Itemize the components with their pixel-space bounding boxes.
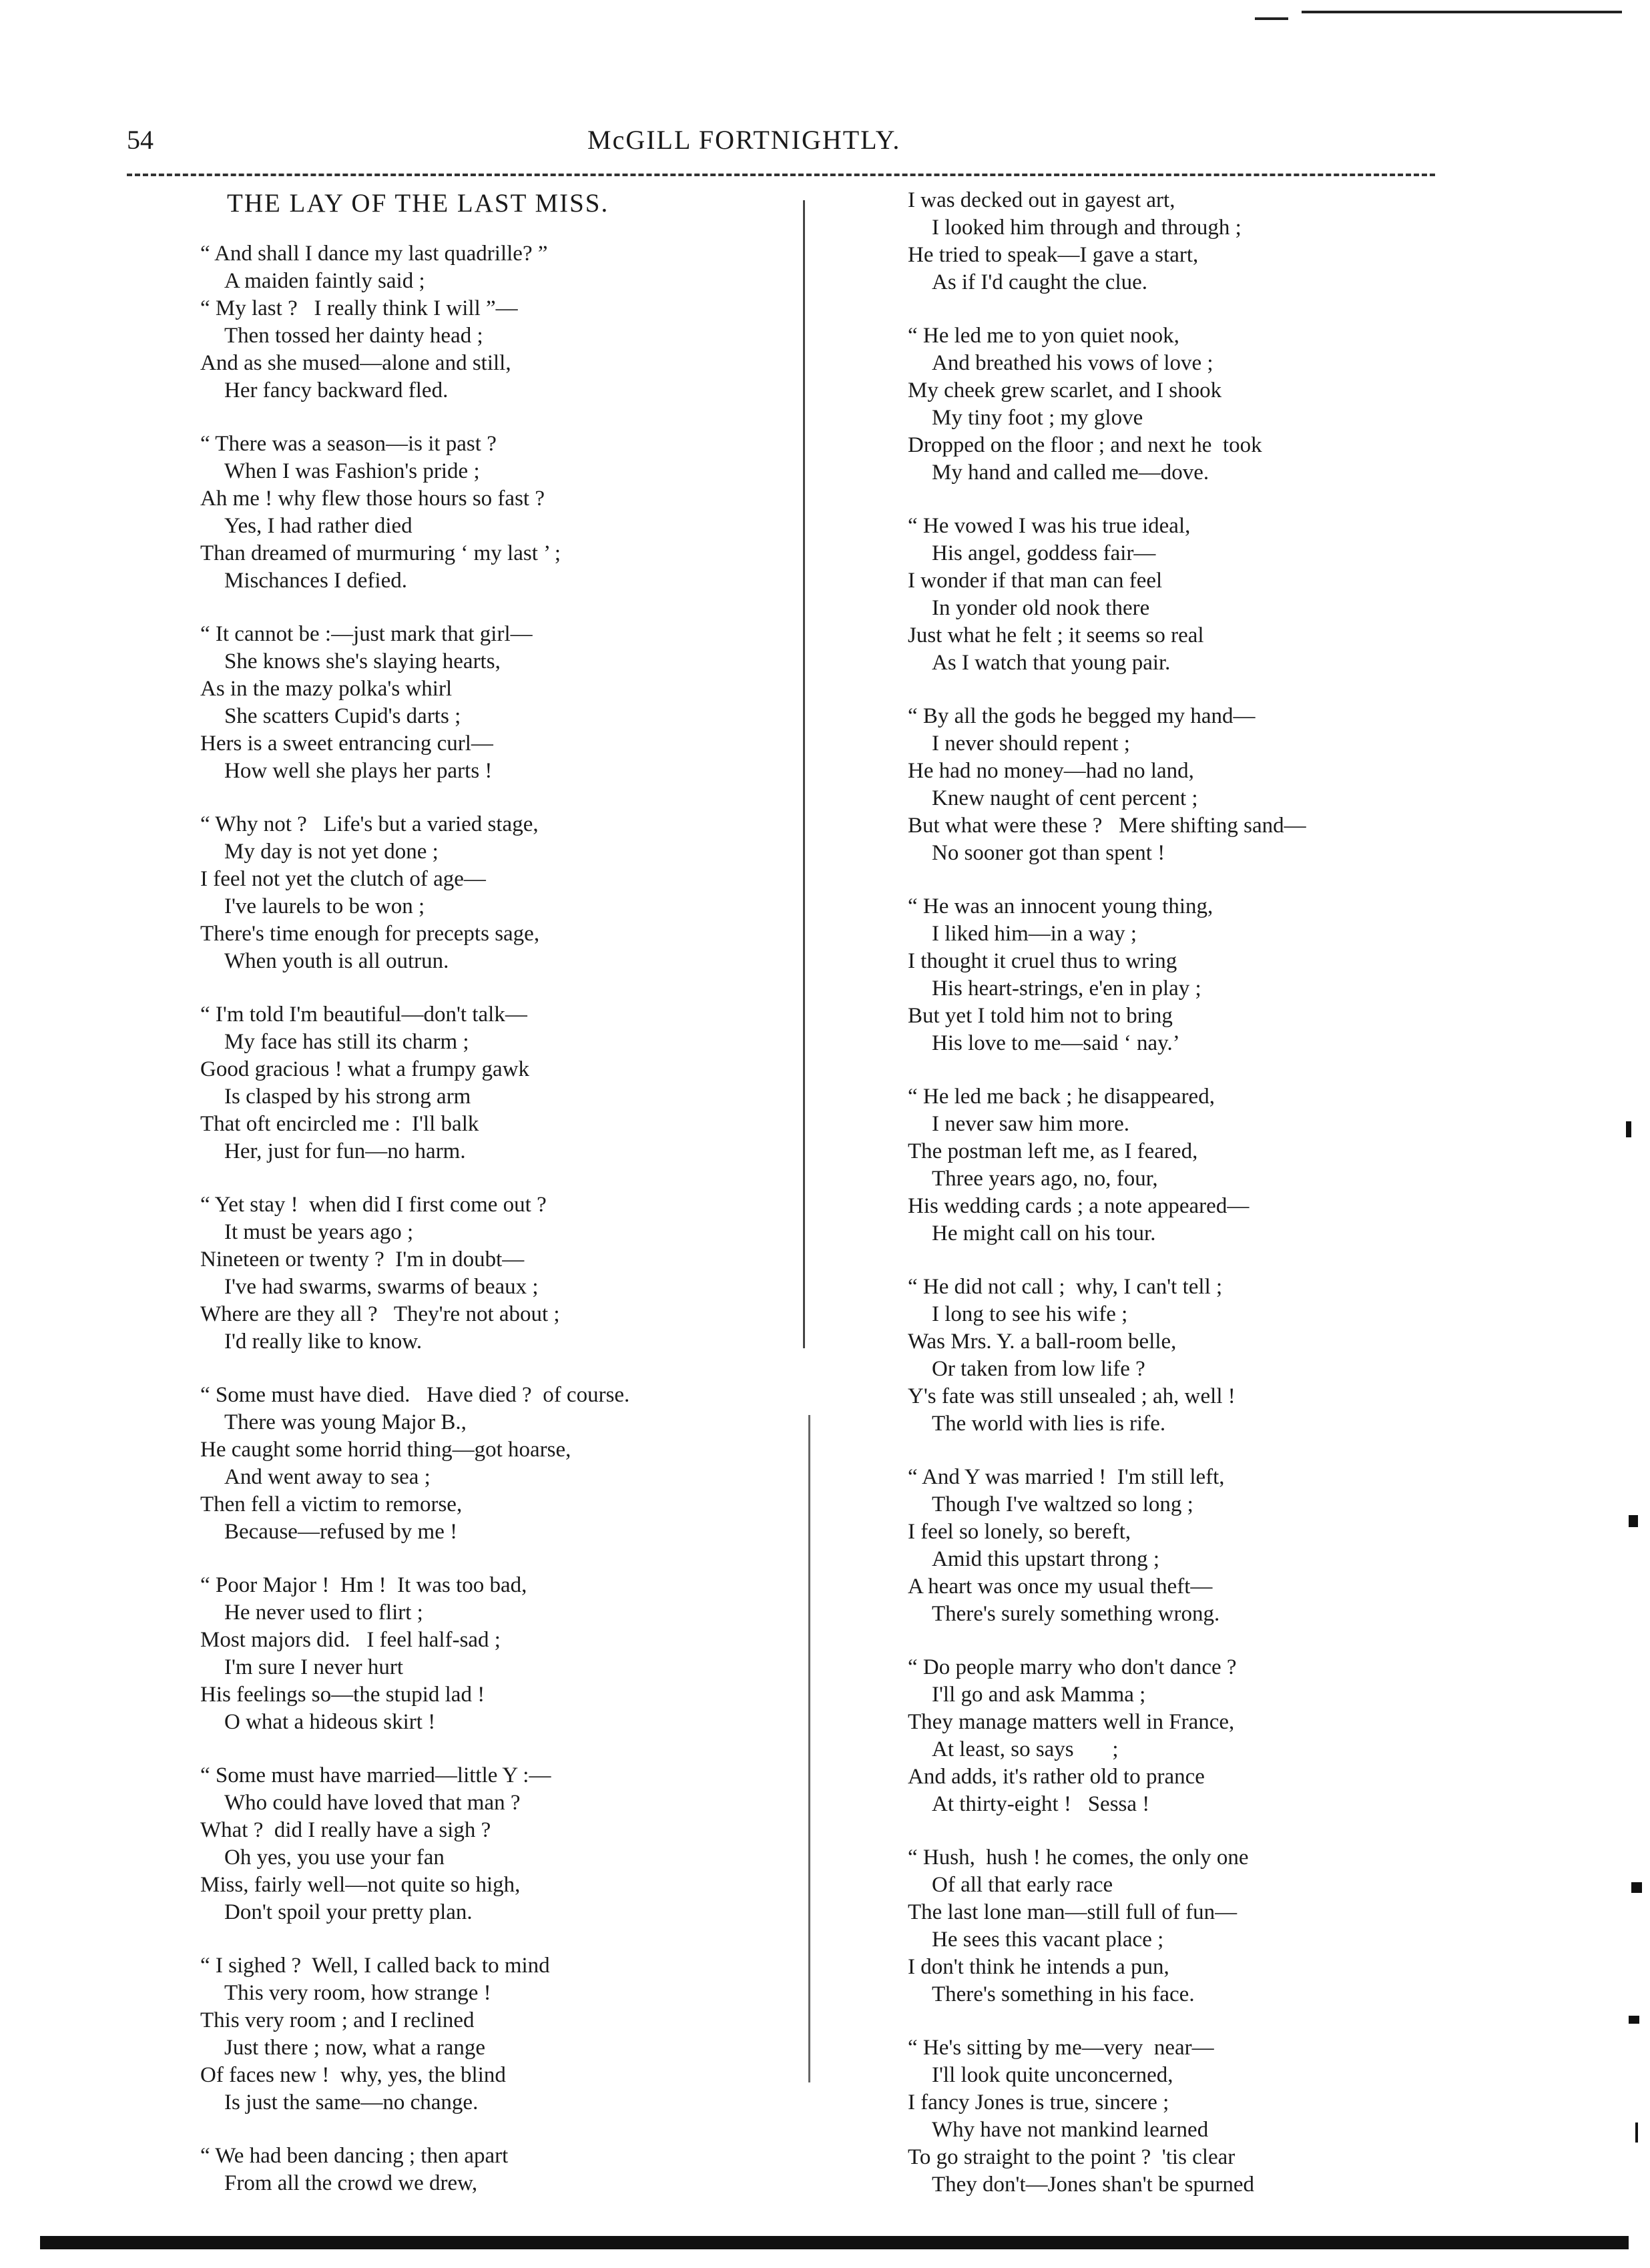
- poem-line: When I was Fashion's pride ;: [224, 459, 480, 483]
- page-number: 54: [127, 125, 154, 155]
- poem-line: I never should repent ;: [932, 732, 1130, 756]
- poem-line: He caught some horrid thing—got hoarse,: [200, 1438, 571, 1462]
- poem-line: “ We had been dancing ; then apart: [200, 2144, 509, 2168]
- poem-line: My face has still its charm ;: [224, 1030, 469, 1054]
- poem-line: But what were these ? Mere shifting sand—: [908, 814, 1306, 838]
- poem-line: That oft encircled me : I'll balk: [200, 1112, 479, 1136]
- poem-line: Knew naught of cent percent ;: [932, 786, 1198, 810]
- stanza: [908, 513, 1495, 677]
- poem-line: Just there ; now, what a range: [224, 2036, 485, 2060]
- poem-line: Oh yes, you use your fan: [224, 1846, 445, 1870]
- poem-line: My cheek grew scarlet, and I shook: [908, 378, 1222, 402]
- stanza: [908, 1464, 1495, 1628]
- poem-line: As in the mazy polka's whirl: [200, 677, 453, 701]
- poem-line: “ Poor Major ! Hm ! It was too bad,: [200, 1573, 527, 1597]
- poem-line: “ There was a season—is it past ?: [200, 432, 497, 456]
- poem-line: “ He led me to yon quiet nook,: [908, 324, 1179, 348]
- poem-line: I feel not yet the clutch of age—: [200, 867, 486, 891]
- poem-line: “ It cannot be :—just mark that girl—: [200, 622, 533, 646]
- poem-line: Three years ago, no, four,: [932, 1167, 1158, 1191]
- poem-line: I've laurels to be won ;: [224, 894, 425, 918]
- poem-line: When youth is all outrun.: [224, 949, 449, 973]
- margin-mark: [1635, 2122, 1638, 2143]
- poem-line: I'd really like to know.: [224, 1330, 423, 1354]
- poem-line: “ He did not call ; why, I can't tell ;: [908, 1275, 1223, 1299]
- poem-line: Y's fate was still unsealed ; ah, well !: [908, 1384, 1235, 1408]
- stanza: [200, 431, 788, 595]
- poem-line: Mischances I defied.: [224, 569, 407, 593]
- poem-line: I was decked out in gayest art,: [908, 188, 1175, 212]
- poem-line: Was Mrs. Y. a ball-room belle,: [908, 1330, 1177, 1354]
- poem-line: The postman left me, as I feared,: [908, 1139, 1198, 1163]
- stanza: [200, 1572, 788, 1736]
- poem-line: I wonder if that man can feel: [908, 569, 1163, 593]
- poem-line: Ah me ! why flew those hours so fast ?: [200, 487, 545, 511]
- poem-line: I liked him—in a way ;: [932, 922, 1137, 946]
- poem-line: There's time enough for precepts sage,: [200, 922, 540, 946]
- poem-line: His heart-strings, e'en in play ;: [932, 976, 1201, 1001]
- poem-line: “ Some must have married—little Y :—: [200, 1763, 551, 1787]
- poem-line: Because—refused by me !: [224, 1520, 458, 1544]
- poem-line: “ Yet stay ! when did I first come out ?: [200, 1193, 547, 1217]
- poem-line: “ I'm told I'm beautiful—don't talk—: [200, 1003, 527, 1027]
- stanza: [908, 703, 1495, 867]
- poem-line: He might call on his tour.: [932, 1221, 1156, 1245]
- poem-title: THE LAY OF THE LAST MISS.: [227, 189, 609, 218]
- poem-line: His wedding cards ; a note appeared—: [908, 1194, 1250, 1218]
- poem-line: I'm sure I never hurt: [224, 1655, 404, 1679]
- poem-line: Or taken from low life ?: [932, 1357, 1145, 1381]
- poem-line: Nineteen or twenty ? I'm in doubt—: [200, 1247, 525, 1271]
- poem-line: From all the crowd we drew,: [224, 2171, 478, 2195]
- poem-line: There's surely something wrong.: [932, 1602, 1220, 1626]
- poem-line: Good gracious ! what a frumpy gawk: [200, 1057, 530, 1081]
- poem-line: A heart was once my usual theft—: [908, 1575, 1213, 1599]
- poem-line: His angel, goddess fair—: [932, 541, 1156, 565]
- poem-line: They manage matters well in France,: [908, 1710, 1235, 1734]
- poem-line: Then fell a victim to remorse,: [200, 1492, 463, 1516]
- poem-line: Is just the same—no change.: [224, 2090, 479, 2114]
- poem-line: Most majors did. I feel half-sad ;: [200, 1628, 501, 1652]
- poem-line: This very room, how strange !: [224, 1981, 491, 2005]
- stanza: [908, 893, 1495, 1057]
- poem-line: At least, so says ;: [932, 1737, 1119, 1761]
- margin-mark: [1626, 1121, 1631, 1137]
- poem-line: Than dreamed of murmuring ‘ my last ’ ;: [200, 541, 561, 565]
- poem-line: I've had swarms, swarms of beaux ;: [224, 1275, 539, 1299]
- poem-line: As if I'd caught the clue.: [932, 270, 1148, 294]
- poem-line: Of all that early race: [932, 1873, 1113, 1897]
- poem-line: My day is not yet done ;: [224, 840, 439, 864]
- right-column: [908, 187, 1495, 2225]
- top-rule: [1302, 11, 1622, 13]
- top-rule-short: [1255, 17, 1288, 20]
- margin-mark: [1629, 2016, 1639, 2024]
- poem-line: My hand and called me—dove.: [932, 461, 1209, 485]
- poem-line: I long to see his wife ;: [932, 1302, 1128, 1326]
- poem-line: Hers is a sweet entrancing curl—: [200, 732, 493, 756]
- poem-line: There was young Major B.,: [224, 1410, 467, 1434]
- poem-line: I don't think he intends a pun,: [908, 1955, 1169, 1979]
- stanza: [908, 2034, 1495, 2199]
- poem-line: Her fancy backward fled.: [224, 378, 449, 402]
- poem-line: I looked him through and through ;: [932, 216, 1242, 240]
- poem-line: He never used to flirt ;: [224, 1601, 423, 1625]
- poem-line: At thirty-eight ! Sessa !: [932, 1792, 1150, 1816]
- poem-line: I never saw him more.: [932, 1112, 1129, 1136]
- poem-line: It must be years ago ;: [224, 1220, 414, 1244]
- column-divider: [803, 200, 805, 1348]
- poem-line: Dropped on the floor ; and next he took: [908, 433, 1262, 457]
- poem-line: The world with lies is rife.: [932, 1412, 1166, 1436]
- stanza: [908, 1654, 1495, 1818]
- poem-line: Just what he felt ; it seems so real: [908, 623, 1204, 647]
- poem-line: I feel so lonely, so bereft,: [908, 1520, 1131, 1544]
- stanza: [908, 1273, 1495, 1438]
- stanza: [908, 1844, 1495, 2008]
- poem-line: “ He's sitting by me—very near—: [908, 2036, 1214, 2060]
- poem-line: Though I've waltzed so long ;: [932, 1492, 1193, 1516]
- bottom-rule: [40, 2236, 1629, 2249]
- poem-line: As I watch that young pair.: [932, 651, 1171, 675]
- poem-line: There's something in his face.: [932, 1982, 1195, 2006]
- stanza: [200, 1762, 788, 1926]
- poem-line: How well she plays her parts !: [224, 759, 493, 783]
- poem-line: And adds, it's rather old to prance: [908, 1765, 1205, 1789]
- poem-line: And breathed his vows of love ;: [932, 351, 1213, 375]
- poem-line: “ He vowed I was his true ideal,: [908, 514, 1191, 538]
- poem-line: I'll look quite unconcerned,: [932, 2063, 1173, 2087]
- poem-line: Her, just for fun—no harm.: [224, 1139, 466, 1163]
- poem-line: Amid this upstart throng ;: [932, 1547, 1159, 1571]
- poem-line: This very room ; and I reclined: [200, 2008, 475, 2032]
- poem-line: He sees this vacant place ;: [932, 1928, 1164, 1952]
- poem-line: “ I sighed ? Well, I called back to mind: [200, 1954, 550, 1978]
- margin-mark: [1629, 1515, 1638, 1527]
- poem-line: No sooner got than spent !: [932, 841, 1165, 865]
- poem-line: They don't—Jones shan't be spurned: [932, 2173, 1254, 2197]
- poem-line: I'll go and ask Mamma ;: [932, 1683, 1146, 1707]
- poem-line: “ And shall I dance my last quadrille? ”: [200, 242, 548, 266]
- poem-line: A maiden faintly said ;: [224, 269, 425, 293]
- poem-line: Why have not mankind learned: [932, 2118, 1209, 2142]
- poem-line: She scatters Cupid's darts ;: [224, 704, 461, 728]
- poem-line: “ Some must have died. Have died ? of course.: [200, 1383, 630, 1407]
- poem-line: She knows she's slaying hearts,: [224, 649, 501, 673]
- running-title: McGILL FORTNIGHTLY.: [587, 125, 901, 155]
- poem-line: To go straight to the point ? 'tis clear: [908, 2145, 1235, 2169]
- poem-line: Is clasped by his strong arm: [224, 1085, 471, 1109]
- poem-line: My tiny foot ; my glove: [932, 406, 1143, 430]
- poem-line: Of faces new ! why, yes, the blind: [200, 2063, 506, 2087]
- poem-line: And went away to sea ;: [224, 1465, 431, 1489]
- poem-line: I fancy Jones is true, sincere ;: [908, 2090, 1169, 2114]
- poem-line: His love to me—said ‘ nay.’: [932, 1031, 1180, 1055]
- poem-line: “ He led me back ; he disappeared,: [908, 1085, 1215, 1109]
- stanza: [200, 1952, 788, 2116]
- poem-line: “ My last ? I really think I will ”—: [200, 296, 518, 320]
- poem-line: “ He was an innocent young thing,: [908, 894, 1213, 918]
- stanza: [200, 2143, 788, 2197]
- stanza: [200, 1191, 788, 1356]
- poem-line: Who could have loved that man ?: [224, 1791, 521, 1815]
- poem-line: But yet I told him not to bring: [908, 1004, 1173, 1028]
- poem-line: His feelings so—the stupid lad !: [200, 1683, 485, 1707]
- poem-line: Miss, fairly well—not quite so high,: [200, 1873, 521, 1897]
- poem-line: O what a hideous skirt !: [224, 1710, 436, 1734]
- poem-line: I thought it cruel thus to wring: [908, 949, 1177, 973]
- header-rule: [127, 174, 1435, 176]
- poem-line: “ By all the gods he begged my hand—: [908, 704, 1256, 728]
- stanza: [200, 240, 788, 404]
- stanza: [200, 811, 788, 975]
- poem-line: What ? did I really have a sigh ?: [200, 1818, 491, 1842]
- poem-line: He had no money—had no land,: [908, 759, 1194, 783]
- poem-line: “ Do people marry who don't dance ?: [908, 1655, 1237, 1679]
- poem-line: Yes, I had rather died: [224, 514, 412, 538]
- stanza: [200, 1382, 788, 1546]
- stanza: [200, 1001, 788, 1165]
- poem-line: He tried to speak—I gave a start,: [908, 243, 1199, 267]
- poem-line: And as she mused—alone and still,: [200, 351, 511, 375]
- margin-mark: [1631, 1882, 1642, 1893]
- stanza: [908, 187, 1495, 296]
- poem-line: Don't spoil your pretty plan.: [224, 1900, 473, 1924]
- poem-line: In yonder old nook there: [932, 596, 1150, 620]
- poem-line: “ And Y was married ! I'm still left,: [908, 1465, 1225, 1489]
- stanza: [908, 1083, 1495, 1247]
- poem-line: “ Hush, hush ! he comes, the only one: [908, 1846, 1249, 1870]
- poem-line: “ Why not ? Life's but a varied stage,: [200, 812, 539, 836]
- stanza: [200, 621, 788, 785]
- poem-line: Then tossed her dainty head ;: [224, 324, 483, 348]
- column-divider-lower: [808, 1415, 810, 2082]
- poem-line: Where are they all ? They're not about ;: [200, 1302, 560, 1326]
- poem-line: The last lone man—still full of fun—: [908, 1900, 1238, 1924]
- stanza: [908, 322, 1495, 487]
- left-column: [200, 187, 788, 2223]
